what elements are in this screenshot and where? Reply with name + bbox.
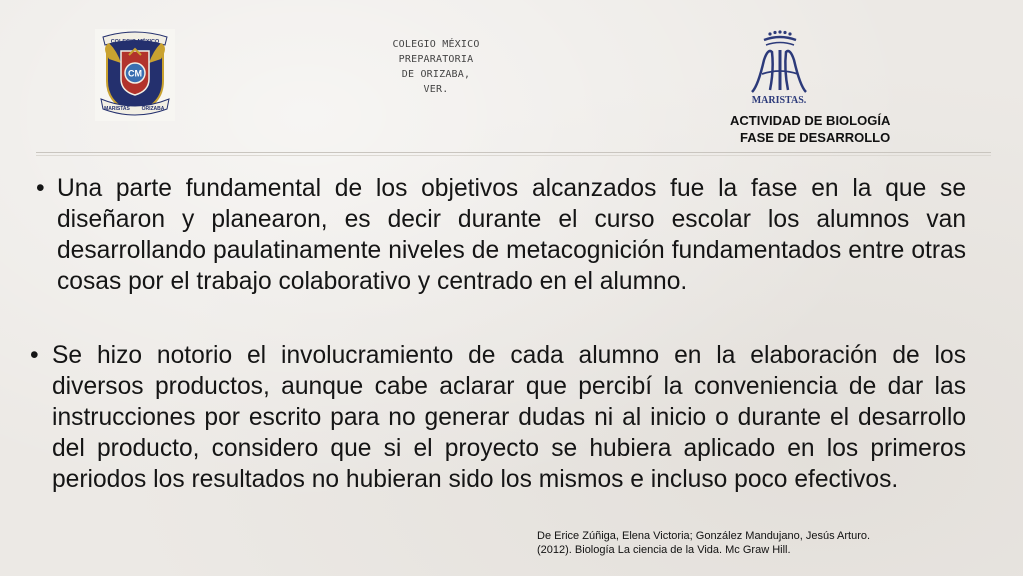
header-divider-secondary: [36, 155, 991, 156]
bullet-paragraph-2: [30, 340, 966, 495]
school-name-line: COLEGIO MÉXICO: [392, 39, 480, 50]
activity-heading: [729, 112, 929, 146]
school-name-line: VER.: [423, 84, 449, 95]
school-name: [372, 37, 500, 97]
citation-line: (2012). Biología La ciencia de la Vida. Mc Graw Hill.: [537, 544, 791, 556]
activity-phase: FASE DE DESARROLLO: [740, 130, 891, 145]
paragraph-text: Una parte fundamental de los objetivos alcanzados fue la fase en la que se diseñaron y planearon, es decir durante el curso escolar los alumnos van desarrollando paulatinamente niveles de metacognición fundamentados entre otras cosas por el trabajo colaborativo y centrado en el alumno.: [57, 175, 966, 295]
header-divider: [36, 152, 991, 153]
crest-top-text: COLEGIO MÉXICO: [110, 39, 160, 45]
citation: [537, 529, 897, 557]
citation-line: De Erice Zúñiga, Elena Victoria; González Mandujano, Jesús Arturo.: [537, 530, 871, 542]
crest-center-text: CM: [128, 68, 142, 79]
crest-bottom-left-text: MARISTAS: [104, 106, 130, 112]
school-name-line: PREPARATORIA: [398, 54, 474, 65]
bullet-paragraph-1: [36, 173, 966, 297]
maristas-logo-icon: [744, 30, 814, 106]
crest-bottom-right-text: ORIZABA: [141, 106, 165, 112]
paragraph-text: Se hizo notorio el involucramiento de cada alumno en la elaboración de los diversos productos, aunque cabe aclarar que percibí la conveniencia de dar las instrucciones por escrito para no generar dudas ni al inicio o durante el desarrollo del producto, considero que si el proyecto se hubiera aplicado en los primeros periodos los resultados no hubieran sido los mismos e incluso poco efectivos.: [52, 342, 966, 493]
bullet-icon: •: [36, 175, 45, 202]
bullet-icon: •: [30, 342, 39, 369]
activity-title: ACTIVIDAD DE BIOLOGÍA: [730, 113, 891, 128]
school-name-line: DE ORIZABA,: [401, 69, 471, 80]
colegio-mexico-crest-icon: [95, 29, 175, 121]
maristas-wordmark: MARISTAS.: [751, 95, 807, 106]
